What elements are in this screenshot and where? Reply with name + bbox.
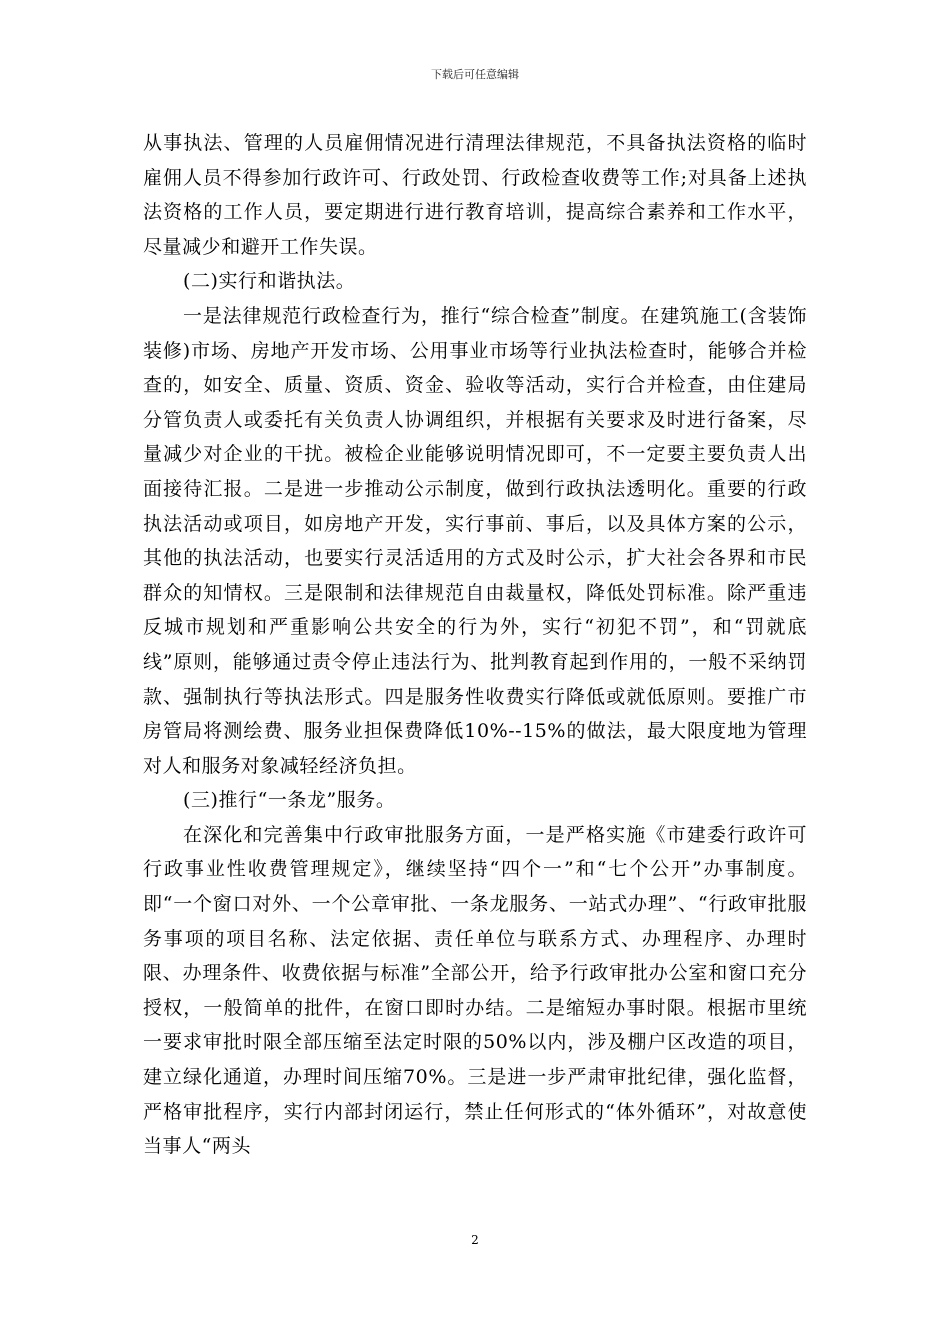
page-header: 下载后可任意编辑 bbox=[431, 68, 519, 81]
paragraph-1: 从事执法、管理的人员雇佣情况进行清理法律规范，不具备执法资格的临时雇佣人员不得参加行政许可、行政处罚、行政检查收费等工作;对具备上述执法资格的工作人员，要定期进行进行教育培训，提高综合素养和工作水平，尽量减少和避开工作失误。 bbox=[143, 132, 807, 258]
page-number: 2 bbox=[471, 1233, 479, 1247]
paragraph-5: 在深化和完善集中行政审批服务方面，一是严格实施《市建委行政许可行政事业性收费管理规定》，继续坚持“四个一”和“七个公开”办事制度。即“一个窗口对外、一个公章审批、一条龙服务、一站式办理”、“行政审批服务事项的项目名称、法定依据、责任单位与联系方式、办理程序、办理时限、办理条件、收费依据与标准”全部公开，给予行政审批办公室和窗口充分授权，一般简单的批件，在窗口即时办结。二是缩短办事时限。根据市里统一要求审批时限全部压缩至法定时限的50%以内，涉及棚户区改造的项目，建立绿化通道，办理时间压缩70%。三是进一步严肃审批纪律，强化监督，严格审批程序，实行内部封闭运行，禁止任何形式的“体外循环”，对故意使当事人“两头 bbox=[143, 823, 807, 1158]
document-body bbox=[143, 126, 807, 1164]
paragraph-3: 一是法律规范行政检查行为，推行“综合检查”制度。在建筑施工(含装饰装修)市场、房地产开发市场、公用事业市场等行业执法检查时，能够合并检查的，如安全、质量、资质、资金、验收等活动，实行合并检查，由住建局分管负责人或委托有关负责人协调组织，并根据有关要求及时进行备案，尽量减少对企业的干扰。被检企业能够说明情况即可，不一定要主要负责人出面接待汇报。二是进一步推动公示制度，做到行政执法透明化。重要的行政执法活动或项目，如房地产开发，实行事前、事后，以及具体方案的公示，其他的执法活动，也要实行灵活适用的方式及时公示，扩大社会各界和市民群众的知情权。三是限制和法律规范自由裁量权，降低处罚标准。除严重违反城市规划和严重影响公共安全的行为外，实行“初犯不罚”，和“罚就底线”原则，能够通过责令停止违法行为、批判教育起到作用的，一般不采纳罚款、强制执行等执法形式。四是服务性收费实行降低或就低原则。要推广市房管局将测绘费、服务业担保费降低10%--15%的做法，最大限度地为管理对人和服务对象减轻经济负担。 bbox=[143, 304, 807, 777]
section-heading-3: (三)推行“一条龙”服务。 bbox=[183, 789, 396, 812]
section-heading-2: (二)实行和谐执法。 bbox=[183, 270, 356, 293]
